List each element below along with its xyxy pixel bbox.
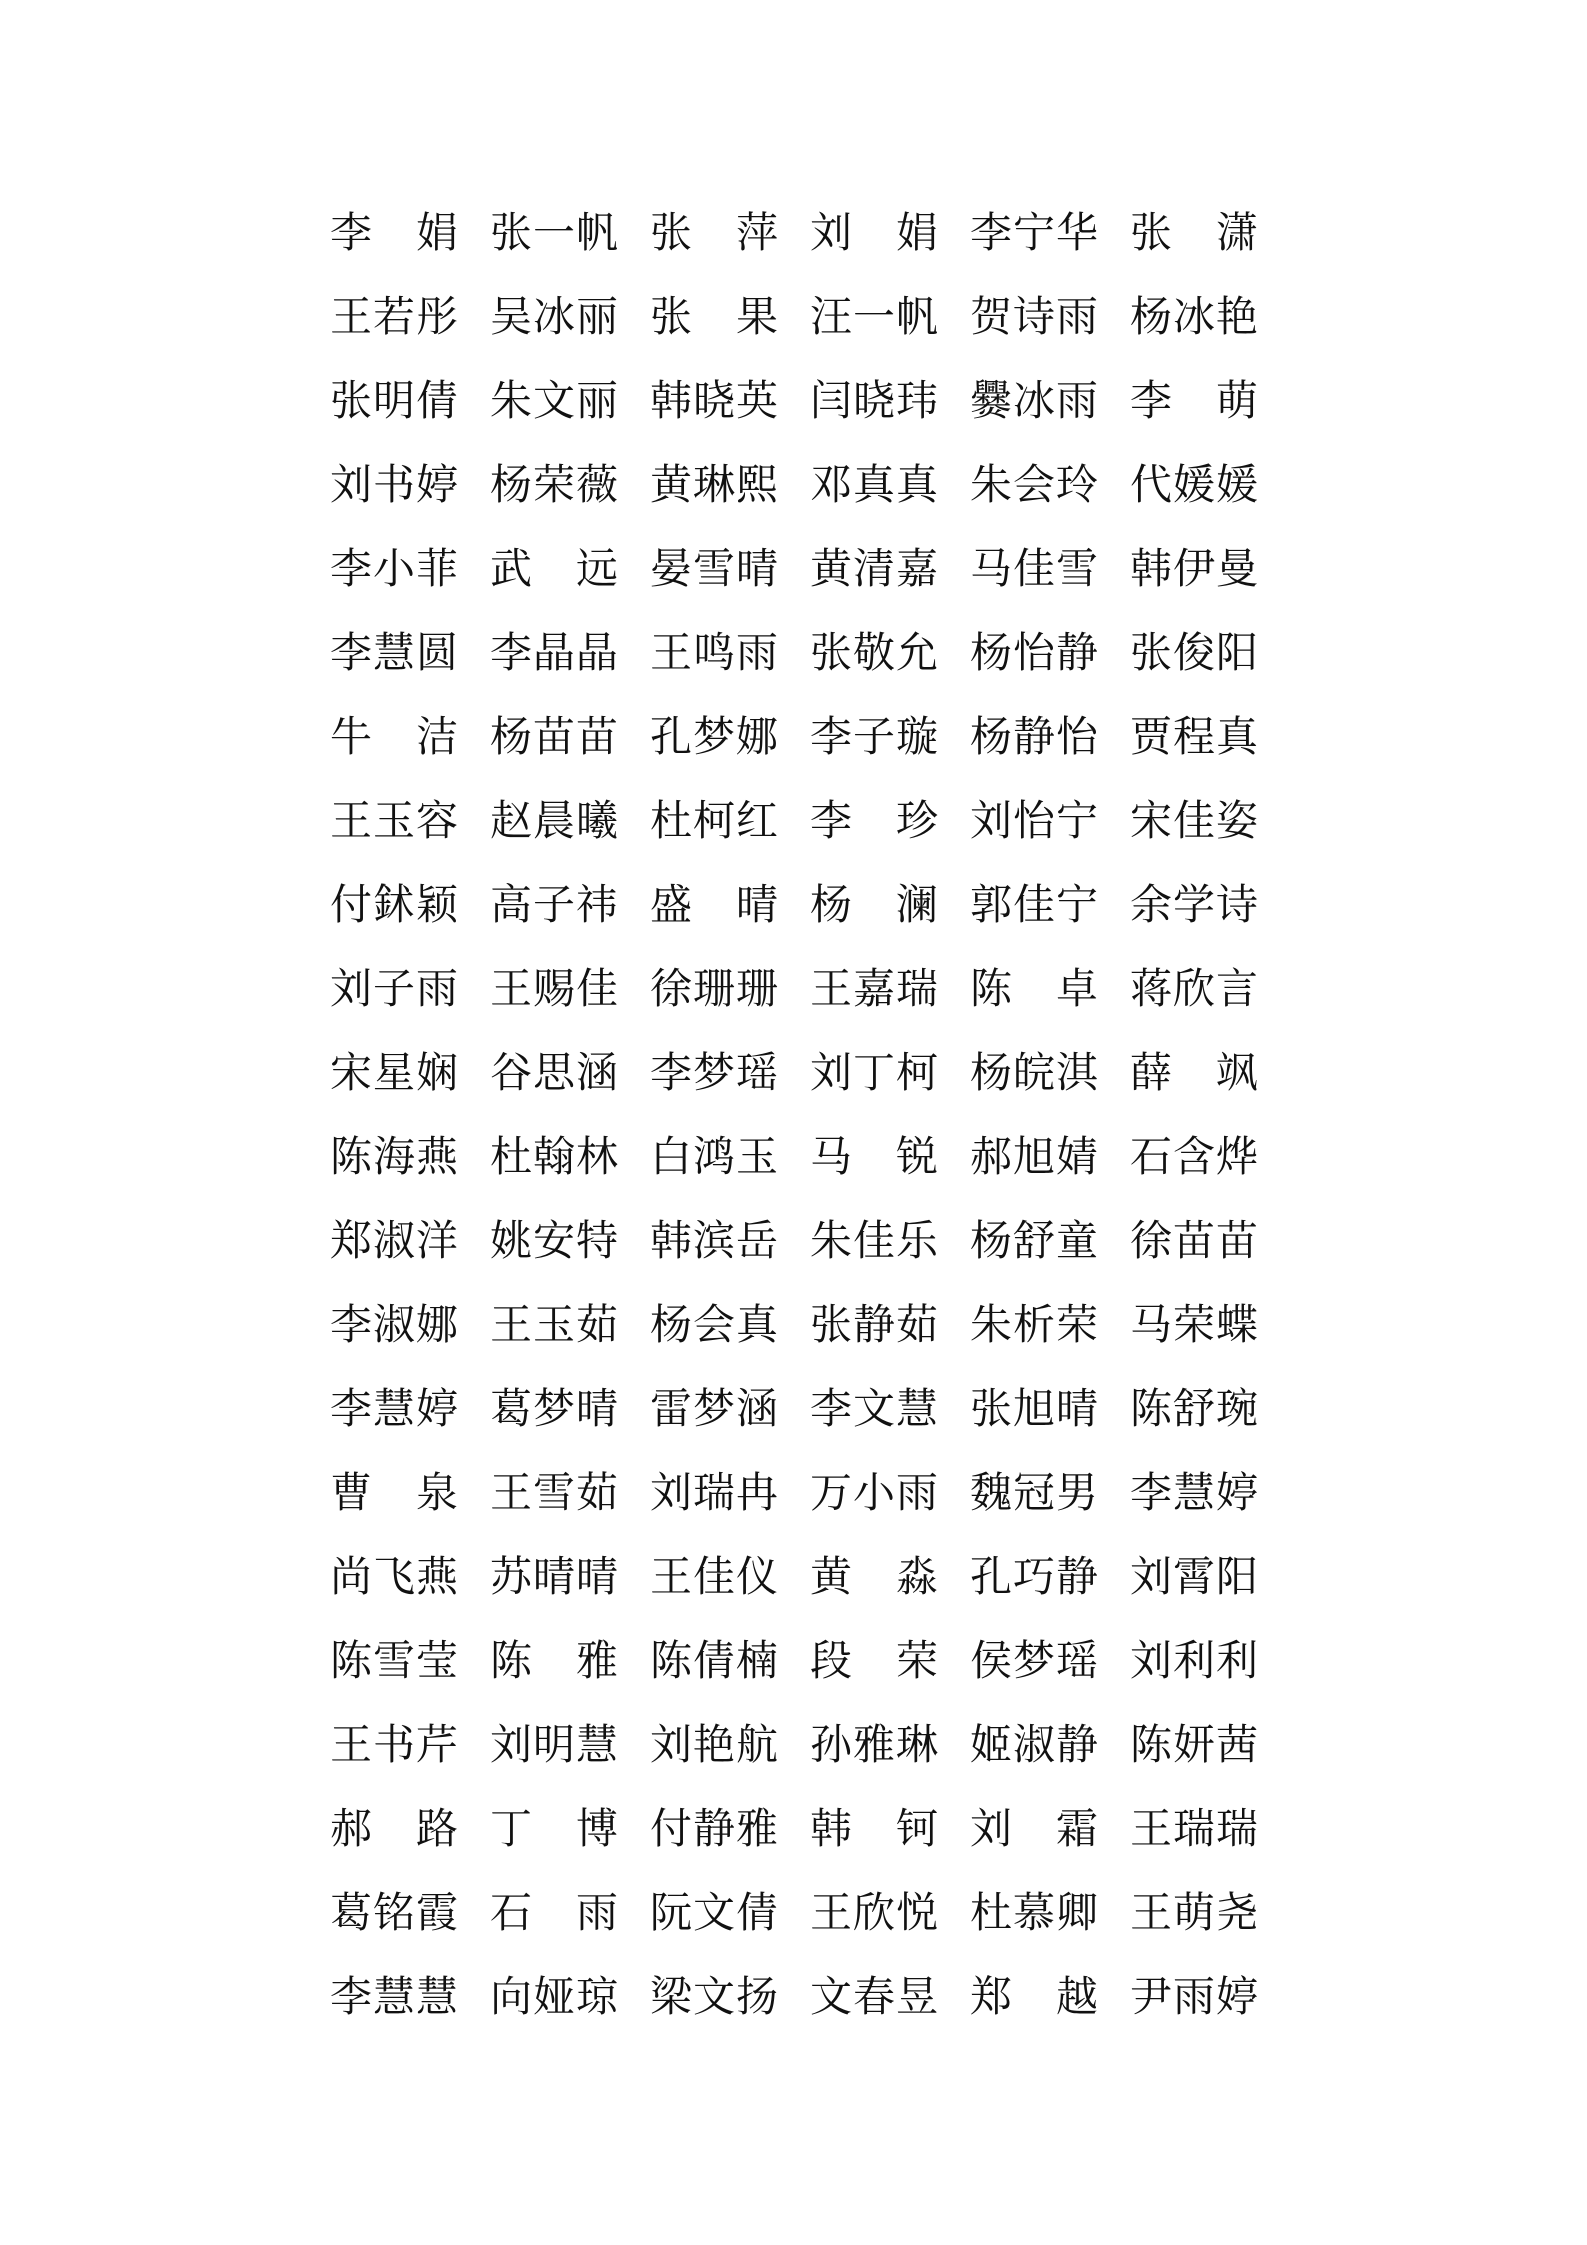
name-entry: 贾程真 (1130, 712, 1258, 761)
name-entry: 赵晨曦 (490, 796, 618, 845)
name-entry: 张 萍 (650, 208, 778, 257)
name-entry: 张旭晴 (970, 1384, 1098, 1433)
name-entry: 陈海燕 (330, 1132, 458, 1181)
name-entry: 陈 雅 (490, 1636, 618, 1685)
name-entry: 刘 娟 (810, 208, 938, 257)
name-entry: 雷梦涵 (650, 1384, 778, 1433)
name-entry: 梁文扬 (650, 1972, 778, 2021)
name-entry: 韩 钶 (810, 1804, 938, 1853)
name-entry: 万小雨 (810, 1468, 938, 1517)
name-entry: 李 娟 (330, 208, 458, 257)
name-entry: 李慧圆 (330, 628, 458, 677)
name-entry: 刘书婷 (330, 460, 458, 509)
name-entry: 邓真真 (810, 460, 938, 509)
name-entry: 晏雪晴 (650, 544, 778, 593)
name-entry: 李子璇 (810, 712, 938, 761)
name-entry: 李文慧 (810, 1384, 938, 1433)
name-entry: 杨怡静 (970, 628, 1098, 677)
name-entry: 李 萌 (1130, 376, 1258, 425)
name-entry: 王赐佳 (490, 964, 618, 1013)
name-entry: 杨舒童 (970, 1216, 1098, 1265)
name-entry: 李慧慧 (330, 1972, 458, 2021)
name-entry: 薛 飒 (1130, 1048, 1258, 1097)
name-entry: 刘霄阳 (1130, 1552, 1258, 1601)
name-entry: 王佳仪 (650, 1552, 778, 1601)
name-entry: 曹 泉 (330, 1468, 458, 1517)
name-entry: 张静茹 (810, 1300, 938, 1349)
name-entry: 杨皖淇 (970, 1048, 1098, 1097)
name-entry: 马荣蝶 (1130, 1300, 1258, 1349)
name-entry: 代媛媛 (1130, 460, 1258, 509)
name-entry: 向娅琼 (490, 1972, 618, 2021)
name-entry: 刘瑞冉 (650, 1468, 778, 1517)
name-entry: 王若彤 (330, 292, 458, 341)
name-entry: 阮文倩 (650, 1888, 778, 1937)
name-entry: 汪一帆 (810, 292, 938, 341)
name-entry: 魏冠男 (970, 1468, 1098, 1517)
name-entry: 段 荣 (810, 1636, 938, 1685)
name-entry: 孔巧静 (970, 1552, 1098, 1601)
name-entry: 丁 博 (490, 1804, 618, 1853)
name-entry: 尹雨婷 (1130, 1972, 1258, 2021)
name-entry: 陈妍茜 (1130, 1720, 1258, 1769)
name-entry: 韩晓英 (650, 376, 778, 425)
name-entry: 石含烨 (1130, 1132, 1258, 1181)
name-entry: 蒋欣言 (1130, 964, 1258, 1013)
name-entry: 陈倩楠 (650, 1636, 778, 1685)
name-entry: 朱析荣 (970, 1300, 1098, 1349)
name-entry: 杜慕卿 (970, 1888, 1098, 1937)
name-entry: 马佳雪 (970, 544, 1098, 593)
name-entry: 黄 淼 (810, 1552, 938, 1601)
name-entry: 李梦瑶 (650, 1048, 778, 1097)
name-entry: 刘 霜 (970, 1804, 1098, 1853)
name-entry: 刘子雨 (330, 964, 458, 1013)
name-entry: 石 雨 (490, 1888, 618, 1937)
name-entry: 苏晴晴 (490, 1552, 618, 1601)
name-entry: 闫晓玮 (810, 376, 938, 425)
name-entry: 孔梦娜 (650, 712, 778, 761)
name-entry: 付鉥颖 (330, 880, 458, 929)
name-entry: 张俊阳 (1130, 628, 1258, 677)
name-entry: 杨会真 (650, 1300, 778, 1349)
name-entry: 杨冰艳 (1130, 292, 1258, 341)
name-entry: 徐苗苗 (1130, 1216, 1258, 1265)
name-entry: 张敬允 (810, 628, 938, 677)
name-entry: 李 珍 (810, 796, 938, 845)
name-entry: 王玉茹 (490, 1300, 618, 1349)
name-entry: 王玉容 (330, 796, 458, 845)
name-list-grid (330, 203, 1260, 2051)
name-entry: 朱文丽 (490, 376, 618, 425)
name-entry: 李小菲 (330, 544, 458, 593)
name-entry: 黄清嘉 (810, 544, 938, 593)
name-entry: 余学诗 (1130, 880, 1258, 929)
name-entry: 张 潇 (1130, 208, 1258, 257)
name-entry: 郝 路 (330, 1804, 458, 1853)
name-entry: 吴冰丽 (490, 292, 618, 341)
name-entry: 杨静怡 (970, 712, 1098, 761)
name-entry: 贺诗雨 (970, 292, 1098, 341)
name-entry: 刘明慧 (490, 1720, 618, 1769)
name-entry: 李晶晶 (490, 628, 618, 677)
name-entry: 朱佳乐 (810, 1216, 938, 1265)
name-entry: 王鸣雨 (650, 628, 778, 677)
name-entry: 李慧婷 (330, 1384, 458, 1433)
name-entry: 付静雅 (650, 1804, 778, 1853)
name-entry: 刘怡宁 (970, 796, 1098, 845)
name-entry: 侯梦瑶 (970, 1636, 1098, 1685)
name-entry: 李淑娜 (330, 1300, 458, 1349)
name-entry: 武 远 (490, 544, 618, 593)
name-entry: 张明倩 (330, 376, 458, 425)
name-entry: 高子祎 (490, 880, 618, 929)
name-entry: 杜柯红 (650, 796, 778, 845)
name-entry: 马 锐 (810, 1132, 938, 1181)
name-entry: 刘艳航 (650, 1720, 778, 1769)
name-entry: 文春昱 (810, 1972, 938, 2021)
name-entry: 王欣悦 (810, 1888, 938, 1937)
name-entry: 王嘉瑞 (810, 964, 938, 1013)
name-entry: 韩滨岳 (650, 1216, 778, 1265)
name-entry: 郑淑洋 (330, 1216, 458, 1265)
name-entry: 刘丁柯 (810, 1048, 938, 1097)
name-entry: 韩伊曼 (1130, 544, 1258, 593)
name-entry: 宋星娴 (330, 1048, 458, 1097)
name-entry: 徐珊珊 (650, 964, 778, 1013)
name-entry: 郭佳宁 (970, 880, 1098, 929)
name-entry: 李宁华 (970, 208, 1098, 257)
name-entry: 朱会玲 (970, 460, 1098, 509)
name-entry: 陈 卓 (970, 964, 1098, 1013)
name-entry: 张一帆 (490, 208, 618, 257)
name-entry: 郝旭婧 (970, 1132, 1098, 1181)
name-entry: 杜翰林 (490, 1132, 618, 1181)
name-entry: 盛 晴 (650, 880, 778, 929)
name-entry: 李慧婷 (1130, 1468, 1258, 1517)
name-entry: 葛梦晴 (490, 1384, 618, 1433)
name-entry: 白鸿玉 (650, 1132, 778, 1181)
name-entry: 葛铭霞 (330, 1888, 458, 1937)
name-entry: 王雪茹 (490, 1468, 618, 1517)
name-entry: 王萌尧 (1130, 1888, 1258, 1937)
name-entry: 郑 越 (970, 1972, 1098, 2021)
name-entry: 黄琳熙 (650, 460, 778, 509)
name-entry: 杨苗苗 (490, 712, 618, 761)
name-entry: 杨荣薇 (490, 460, 618, 509)
name-entry: 孙雅琳 (810, 1720, 938, 1769)
name-entry: 谷思涵 (490, 1048, 618, 1097)
name-entry: 陈舒琬 (1130, 1384, 1258, 1433)
name-entry: 牛 洁 (330, 712, 458, 761)
name-entry: 王瑞瑞 (1130, 1804, 1258, 1853)
name-entry: 王书芹 (330, 1720, 458, 1769)
name-entry: 尚飞燕 (330, 1552, 458, 1601)
name-entry: 刘利利 (1130, 1636, 1258, 1685)
name-entry: 陈雪莹 (330, 1636, 458, 1685)
name-entry: 爨冰雨 (970, 376, 1098, 425)
name-entry: 宋佳姿 (1130, 796, 1258, 845)
name-entry: 张 果 (650, 292, 778, 341)
name-entry: 姬淑静 (970, 1720, 1098, 1769)
name-entry: 姚安特 (490, 1216, 618, 1265)
name-entry: 杨 澜 (810, 880, 938, 929)
